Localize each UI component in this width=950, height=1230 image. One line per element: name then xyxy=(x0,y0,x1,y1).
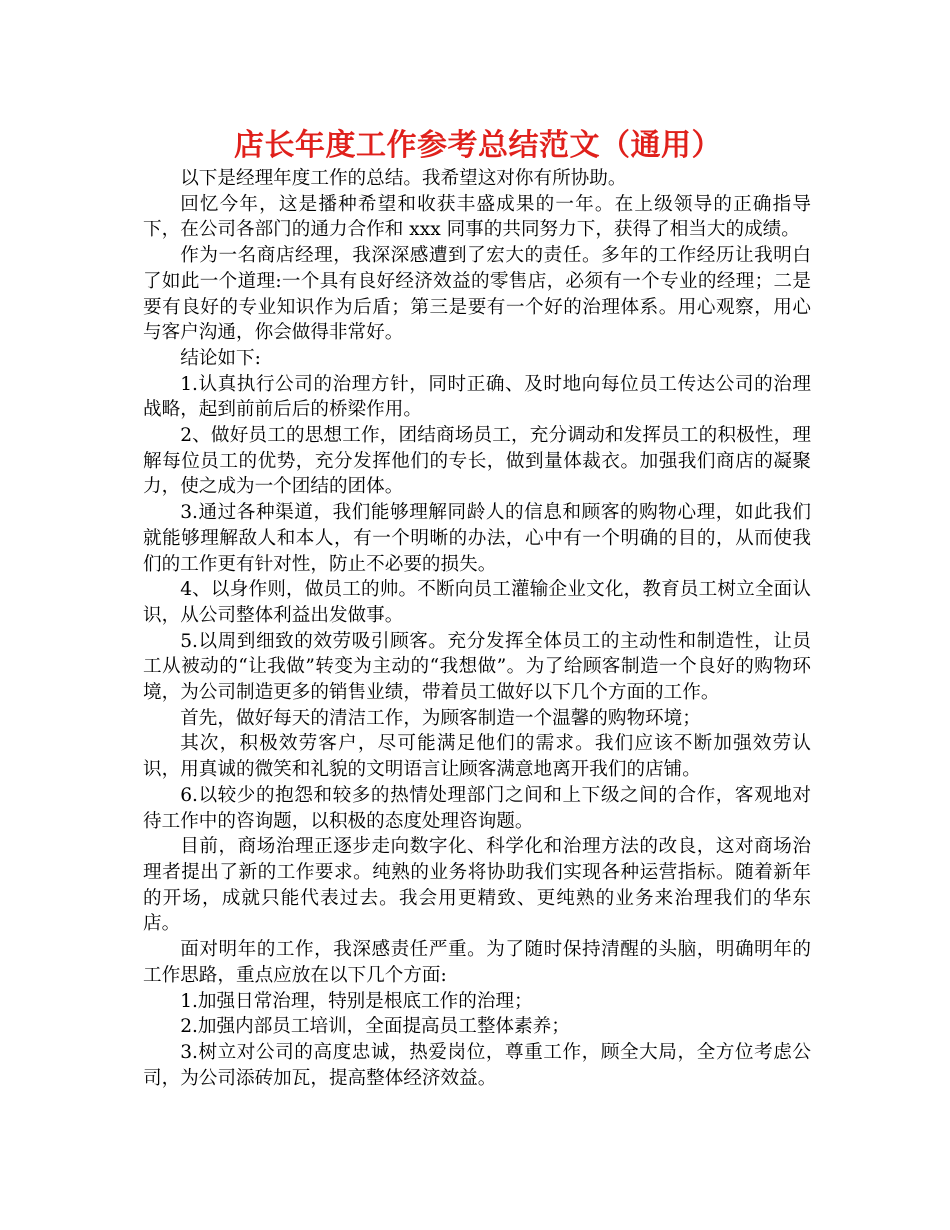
paragraph: 2、做好员工的思想工作，团结商场员工，充分调动和发挥员工的积极性，理解每位员工的优势，充分发挥他们的专长，做到量体裁衣。加强我们商店的凝聚力，使之成为一个团结的团体。 xyxy=(143,425,811,498)
document-title: 店长年度工作参考总结范文（通用） xyxy=(234,128,722,163)
paragraph: 1.认真执行公司的治理方针，同时正确、及时地向每位员工传达公司的治理战略，起到前前后后的桥梁作用。 xyxy=(143,373,811,421)
paragraph: 3.树立对公司的高度忠诚，热爱岗位，尊重工作，顾全大局，全方位考虑公司，为公司添砖加瓦，提高整体经济效益。 xyxy=(143,1041,811,1089)
paragraph: 4、以身作则，做员工的帅。不断向员工灌输企业文化，教育员工树立全面认识，从公司整体利益出发做事。 xyxy=(143,579,811,626)
paragraph: 3.通过各种渠道，我们能够理解同龄人的信息和顾客的购物心理，如此我们就能够理解敌人和本人，有一个明晰的办法，心中有一个明确的目的，从而使我们的工作更有针对性，防止不必要的损失。 xyxy=(143,502,811,575)
paragraph: 目前，商场治理正逐步走向数字化、科学化和治理方法的改良，这对商场治理者提出了新的工作要求。纯熟的业务将协助我们实现各种运营指标。随着新年的开场，成就只能代表过去。我会用更精致、更纯熟的业务来治理我们的华东店。 xyxy=(143,836,811,935)
document-page xyxy=(143,127,811,1091)
paragraph: 首先，做好每天的清洁工作，为顾客制造一个温馨的购物环境； xyxy=(180,707,701,729)
paragraph: 面对明年的工作，我深感责任严重。为了随时保持清醒的头脑，明确明年的工作思路，重点应放在以下几个方面: xyxy=(143,939,811,986)
paragraph: 2.加强内部员工培训，全面提高员工整体素养； xyxy=(180,1016,570,1038)
paragraph: 6.以较少的抱怨和较多的热情处理部门之间和上下级之间的合作，客观地对待工作中的咨询题，以积极的态度处理咨询题。 xyxy=(143,784,811,832)
paragraph: 作为一名商店经理，我深深感遭到了宏大的责任。多年的工作经历让我明白了如此一个道理:一个具有良好经济效益的零售店，必须有一个专业的经理；二是要有良好的专业知识作为后盾；第三是要有一个好的治理体系。用心观察，用心与客户沟通，你会做得非常好。 xyxy=(143,245,811,344)
paragraph: 5.以周到细致的效劳吸引顾客。充分发挥全体员工的主动性和制造性，让员工从被动的“让我做”转变为主动的“我想做”。为了给顾客制造一个良好的购物环境，为公司制造更多的销售业绩，带着员工做好以下几个方面的工作。 xyxy=(143,630,811,704)
paragraph: 回忆今年，这是播种希望和收获丰盛成果的一年。在上级领导的正确指导下，在公司各部门的通力合作和 xxx 同事的共同努力下，获得了相当大的成绩。 xyxy=(143,193,811,241)
paragraph: 以下是经理年度工作的总结。我希望这对你有所协助。 xyxy=(180,168,627,189)
paragraph: 结论如下: xyxy=(180,347,261,369)
paragraph: 1.加强日常治理，特别是根底工作的治理； xyxy=(180,990,533,1012)
paragraph: 其次，积极效劳客户，尽可能满足他们的需求。我们应该不断加强效劳认识，用真诚的微笑和礼貌的文明语言让顾客满意地离开我们的店铺。 xyxy=(143,733,811,781)
document-body xyxy=(143,166,811,1091)
